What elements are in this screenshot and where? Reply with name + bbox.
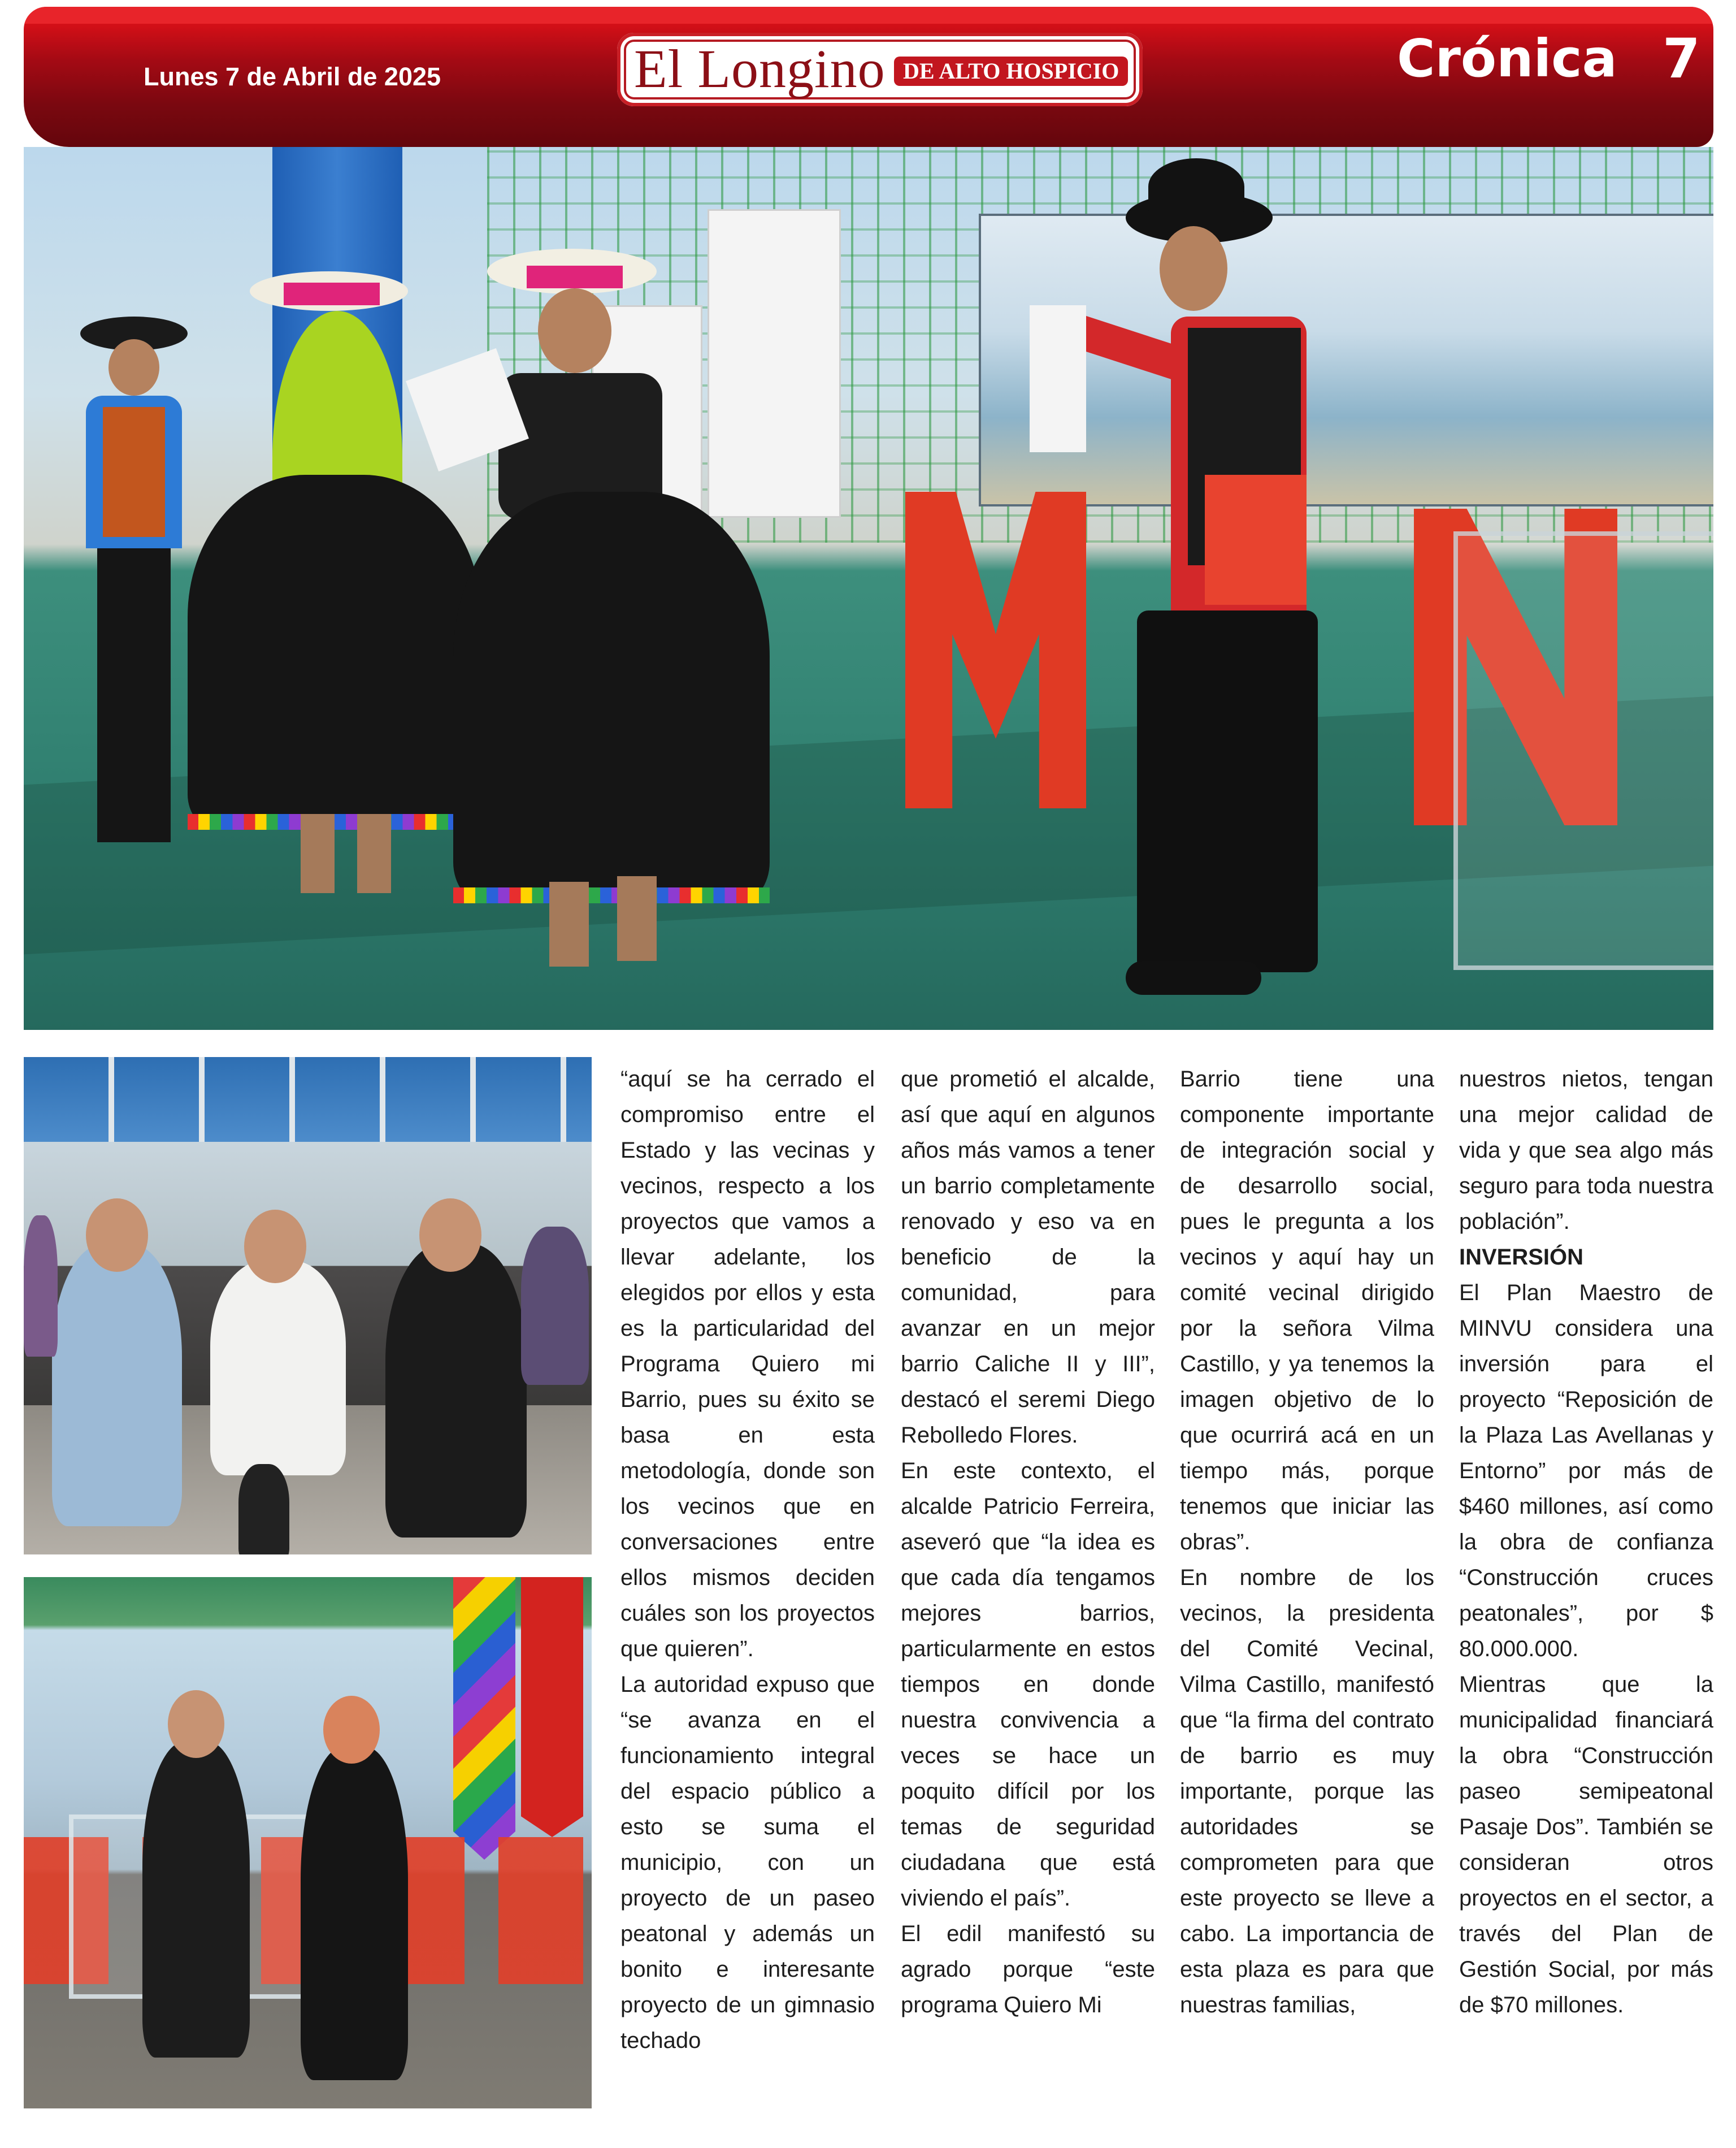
logo-title: El Longino	[634, 38, 886, 99]
article-column-4	[1459, 1062, 1713, 2023]
logo-subtitle: DE ALTO HOSPICIO	[894, 57, 1128, 86]
page-number: 7	[1663, 27, 1700, 90]
red-flag	[521, 1577, 583, 1837]
speaker-man	[142, 1741, 250, 2058]
paragraph: El Plan Maestro de MINVU considera una inversión para el proyecto “Reposición de la Plaza Las Avellanas y Entorno” por más de $460 millones, así como la obra de confianza “Construcción cruces peatonales”, por $ 80.000.000.	[1459, 1280, 1713, 1661]
audience-man-right	[385, 1244, 527, 1538]
dancer-black-dress	[419, 249, 770, 972]
photo-audience	[24, 1057, 592, 1554]
article-column-1	[620, 1062, 875, 2059]
article-column-3	[1180, 1062, 1434, 2023]
audience-woman-right	[521, 1227, 589, 1385]
paragraph: que prometió el alcalde, así que aquí en algunos años más vamos a tener un barrio completamente renovado y eso va en beneficio de la comunidad, para avanzar en un mejor barrio Caliche II y III”, destacó el seremi Diego Rebolledo Flores.	[901, 1067, 1155, 1448]
issue-date: Lunes 7 de Abril de 2025	[144, 62, 441, 91]
main-photo-dancers	[24, 147, 1713, 1030]
section-subheading: INVERSIÓN	[1459, 1245, 1584, 1270]
section-name: Crónica	[1397, 28, 1617, 89]
photo-stage-speakers	[24, 1577, 592, 2108]
sign-language-interpreter	[301, 1747, 408, 2080]
paragraph: El edil manifestó su agrado porque “este programa Quiero Mi	[901, 1921, 1155, 2017]
paragraph: En este contexto, el alcalde Patricio Ferreira, aseveró que “la idea es que cada día tengamos mejores barrios, particularmente en estos tiempos en donde nuestra convivencia a veces se hace un poquito difícil por los temas de seguridad ciudadana que está viviendo el país”.	[901, 1458, 1155, 1911]
dancer-right-male	[1030, 158, 1346, 1006]
paragraph: Barrio tiene una componente importante de integración social y de desarrollo social, pues le pregunta a los vecinos y aquí hay un comité vecinal dirigido por la señora Vilma Castillo, y ya tenemos la imagen objetivo de lo que ocurrirá acá en un tiempo más, porque tenemos que iniciar las obras”.	[1180, 1067, 1434, 1554]
paragraph: La autoridad expuso que “se avanza en el funcionamiento integral del espacio público a esto se suma el municipio, con un proyecto de un paseo peatonal y además un bonito e interesante proyecto de un gimnasio techado	[620, 1672, 875, 2053]
paragraph: “aquí se ha cerrado el compromiso entre el Estado y las vecinas y vecinos, respecto a los proyectos que vamos a llevar adelante, los elegidos por ellos y esta es la particularidad del Programa Quiero mi Barrio, pues su éxito se basa en esta metodología, donde son los vecinos que en conversaciones entre ellos mismos deciden cuáles son los proyectos que quieren”.	[620, 1067, 875, 1661]
audience-man-center	[210, 1261, 346, 1475]
paragraph: Mientras que la municipalidad financiará la obra “Construcción paseo semipeatonal Pasaje Dos”. También se consideran otros proyectos en el sector, a través del Plan de Gestión Social, por más de $70 millones.	[1459, 1672, 1713, 2017]
header-highlight	[24, 7, 1713, 24]
audience-man-left	[52, 1244, 182, 1526]
paragraph: En nombre de los vecinos, la presidenta del Comité Vecinal, Vilma Castillo, manifestó que “la firma del contrato de barrio es muy importante, porque las autoridades se comprometen para que este proyecto se lleve a cabo. La importancia de esta plaza es para que nuestras familias,	[1180, 1565, 1434, 2017]
wiphala-flag	[453, 1577, 515, 1860]
chair-leg	[238, 1464, 289, 1554]
tent-canopy	[24, 1057, 592, 1142]
glass-podium	[1453, 531, 1713, 970]
article-column-2	[901, 1062, 1155, 2023]
page-header	[24, 7, 1713, 147]
newspaper-logo[interactable]	[617, 33, 1143, 106]
paragraph: nuestros nietos, tengan una mejor calidad de vida y que sea algo más seguro para toda nuestra población”.	[1459, 1067, 1713, 1234]
dancer-left	[69, 317, 199, 859]
audience-woman-edge	[24, 1215, 58, 1357]
